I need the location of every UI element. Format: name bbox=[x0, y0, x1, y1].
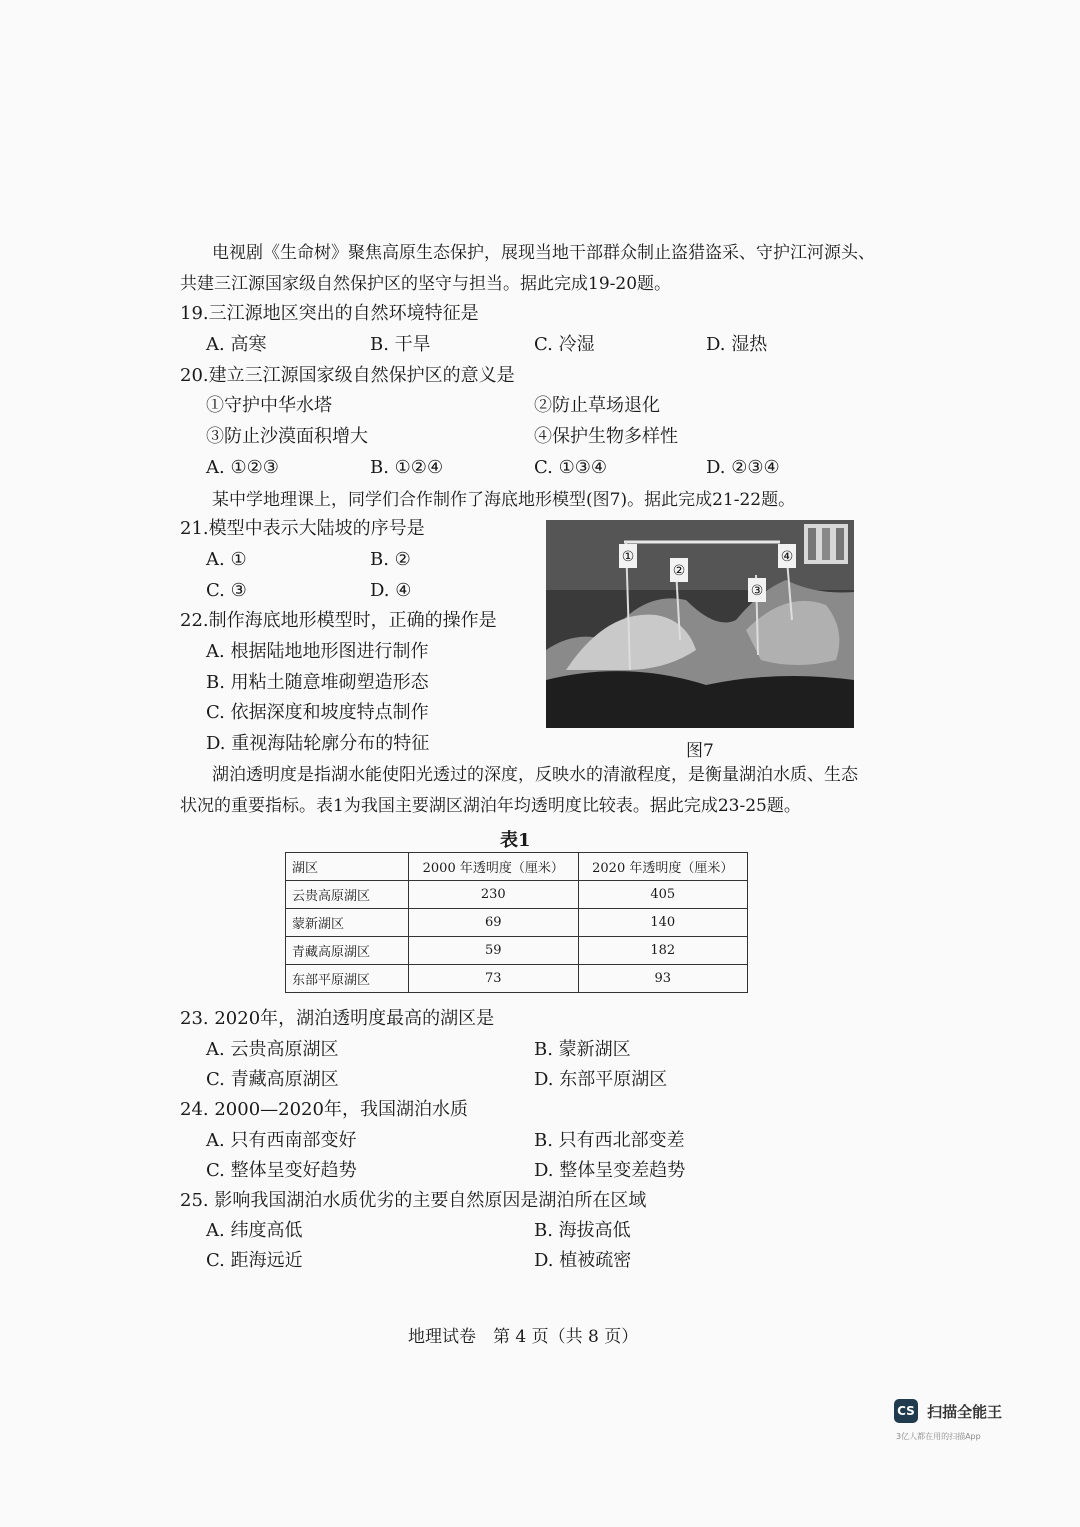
question-23-stem: 23. 2020年，湖泊透明度最高的湖区是 bbox=[180, 1008, 495, 1029]
q24-option-c: C. 整体呈变好趋势 bbox=[206, 1160, 357, 1181]
q20-item-4: ④保护生物多样性 bbox=[534, 426, 678, 447]
table-header-row bbox=[286, 853, 748, 881]
q20-option-c: C. ①③④ bbox=[534, 457, 607, 478]
q19-option-d: D. 湿热 bbox=[706, 334, 768, 355]
q22-option-c: C. 依据深度和坡度特点制作 bbox=[206, 702, 429, 723]
q23-option-b: B. 蒙新湖区 bbox=[534, 1039, 631, 1060]
brand-name: 扫描全能王 bbox=[927, 1402, 1003, 1421]
table-cell: 230 bbox=[409, 881, 579, 909]
question-20-stem: 20.建立三江源国家级自然保护区的意义是 bbox=[180, 365, 515, 386]
table-cell: 蒙新湖区 bbox=[286, 909, 409, 937]
table-cell: 青藏高原湖区 bbox=[286, 937, 409, 965]
q24-option-d: D. 整体呈变差趋势 bbox=[534, 1160, 686, 1181]
intro-1-line-1: 电视剧《生命树》聚焦高原生态保护，展现当地干部群众制止盗猎盗采、守护江河源头、 bbox=[212, 243, 875, 263]
q19-option-a: A. 高寒 bbox=[206, 334, 267, 355]
question-19-stem: 19.三江源地区突出的自然环境特征是 bbox=[180, 303, 479, 324]
table-cell: 云贵高原湖区 bbox=[286, 881, 409, 909]
table-title: 表1 bbox=[500, 830, 531, 851]
q24-option-a: A. 只有西南部变好 bbox=[206, 1130, 357, 1151]
table-cell: 93 bbox=[578, 965, 748, 993]
table-cell: 东部平原湖区 bbox=[286, 965, 409, 993]
marker-3: ③ bbox=[750, 583, 764, 599]
marker-1: ① bbox=[621, 549, 635, 565]
q20-item-3: ③防止沙漠面积增大 bbox=[206, 426, 368, 447]
intro-3-line-1: 湖泊透明度是指湖水能使阳光透过的深度，反映水的清澈程度，是衡量湖泊水质、生态 bbox=[212, 765, 858, 785]
q20-option-a: A. ①②③ bbox=[206, 457, 279, 478]
question-22-stem: 22.制作海底地形模型时，正确的操作是 bbox=[180, 610, 497, 631]
scanner-watermark bbox=[894, 1399, 1002, 1423]
header-cell: 湖区 bbox=[286, 853, 409, 881]
camscanner-logo-icon: CS bbox=[894, 1399, 918, 1423]
table-cell: 73 bbox=[409, 965, 579, 993]
table-cell: 182 bbox=[578, 937, 748, 965]
q25-option-b: B. 海拔高低 bbox=[534, 1220, 631, 1241]
question-24-stem: 24. 2000—2020年，我国湖泊水质 bbox=[180, 1099, 468, 1120]
q25-option-c: C. 距海远近 bbox=[206, 1250, 303, 1271]
q23-option-a: A. 云贵高原湖区 bbox=[206, 1039, 339, 1060]
header-cell: 2020 年透明度（厘米） bbox=[578, 853, 748, 881]
q24-option-b: B. 只有西北部变差 bbox=[534, 1130, 685, 1151]
q19-option-c: C. 冷湿 bbox=[534, 334, 595, 355]
marker-2: ② bbox=[672, 563, 686, 579]
q21-option-d: D. ④ bbox=[370, 580, 412, 601]
table-cell: 69 bbox=[409, 909, 579, 937]
table-row bbox=[286, 881, 748, 909]
table-cell: 140 bbox=[578, 909, 748, 937]
q22-option-b: B. 用粘土随意堆砌塑造形态 bbox=[206, 672, 429, 693]
q25-option-a: A. 纬度高低 bbox=[206, 1220, 303, 1241]
header-cell: 2000 年透明度（厘米） bbox=[409, 853, 579, 881]
q23-option-c: C. 青藏高原湖区 bbox=[206, 1069, 339, 1090]
table-row bbox=[286, 909, 748, 937]
q20-item-2: ②防止草场退化 bbox=[534, 395, 660, 416]
intro-2: 某中学地理课上，同学们合作制作了海底地形模型(图7)。据此完成21-22题。 bbox=[212, 490, 796, 510]
table-cell: 405 bbox=[578, 881, 748, 909]
q22-option-a: A. 根据陆地地形图进行制作 bbox=[206, 641, 429, 662]
brand-tagline: 3亿人都在用的扫描App bbox=[896, 1432, 981, 1441]
intro-1-line-2: 共建三江源国家级自然保护区的坚守与担当。据此完成19-20题。 bbox=[180, 274, 672, 294]
table-row bbox=[286, 965, 748, 993]
q21-option-c: C. ③ bbox=[206, 580, 247, 601]
figure-caption: 图7 bbox=[686, 741, 714, 761]
q20-option-b: B. ①②④ bbox=[370, 457, 444, 478]
q20-item-1: ①守护中华水塔 bbox=[206, 395, 332, 416]
intro-3-line-2: 状况的重要指标。表1为我国主要湖区湖泊年均透明度比较表。据此完成23-25题。 bbox=[180, 796, 801, 816]
question-21-stem: 21.模型中表示大陆坡的序号是 bbox=[180, 518, 425, 539]
question-25-stem: 25. 影响我国湖泊水质优劣的主要自然原因是湖泊所在区域 bbox=[180, 1190, 647, 1211]
q25-option-d: D. 植被疏密 bbox=[534, 1250, 632, 1271]
q20-option-d: D. ②③④ bbox=[706, 457, 780, 478]
q21-option-a: A. ① bbox=[206, 549, 247, 570]
marker-4: ④ bbox=[780, 549, 794, 565]
table-row bbox=[286, 937, 748, 965]
q22-option-d: D. 重视海陆轮廓分布的特征 bbox=[206, 733, 430, 754]
q23-option-d: D. 东部平原湖区 bbox=[534, 1069, 668, 1090]
seabed-model-photo bbox=[546, 520, 854, 728]
page-footer: 地理试卷 第 4 页（共 8 页） bbox=[408, 1327, 639, 1347]
q21-option-b: B. ② bbox=[370, 549, 411, 570]
table-cell: 59 bbox=[409, 937, 579, 965]
seabed-model-illustration bbox=[546, 520, 854, 728]
q19-option-b: B. 干旱 bbox=[370, 334, 431, 355]
transparency-table bbox=[285, 852, 748, 993]
